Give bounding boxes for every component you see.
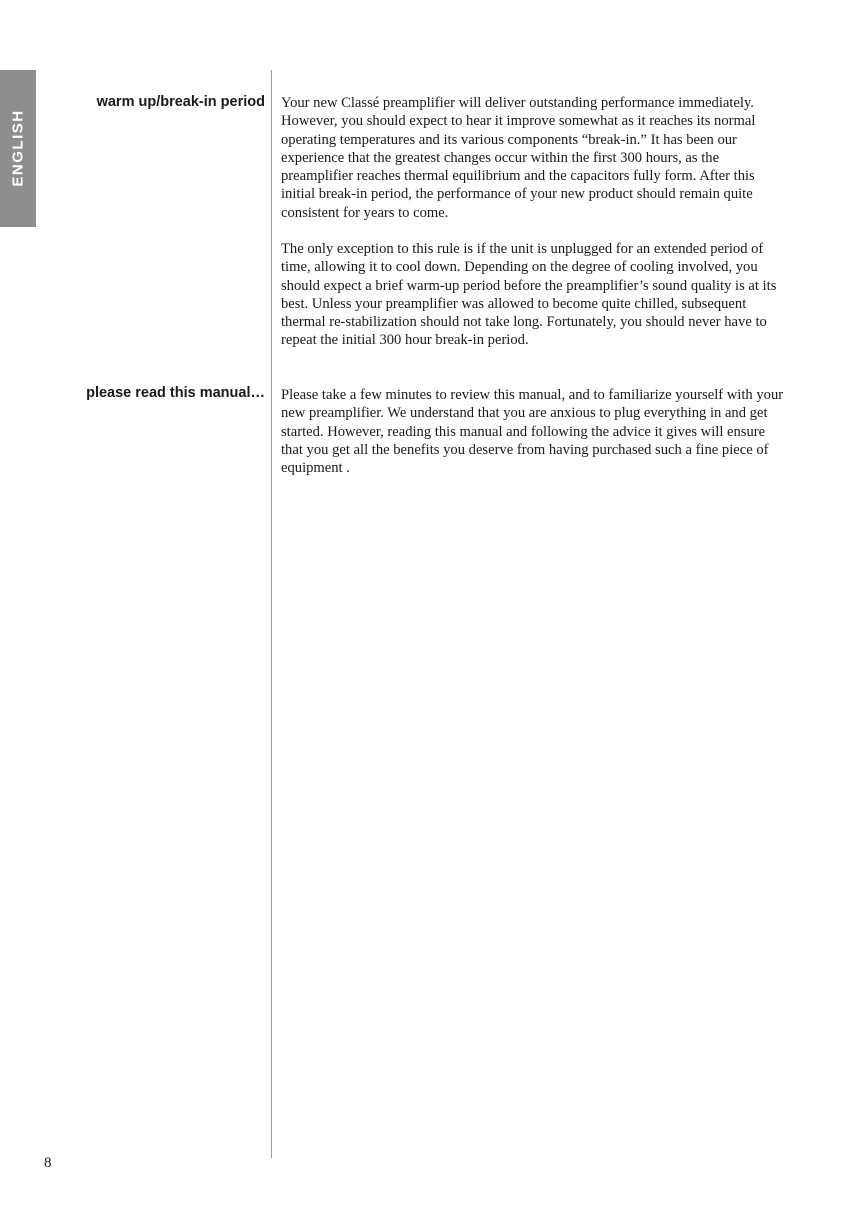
read-manual-paragraph: Please take a few minutes to review this manual, and to familiarize yourself with your new preamplifier. We understand that you are anxious to plug everything in and get started. However, reading this manual and following the advice it gives will ensure that you get all the benefits you deserve from having purchased such a fine piece of equipment . bbox=[281, 387, 784, 477]
section-heading-read-manual: please read this manual… bbox=[86, 385, 265, 401]
warm-up-paragraph-1: Your new Classé preamplifier will deliver outstanding performance immediately. However, you should expect to hear it improve somewhat as it reaches its normal operating temperatures and its various components “break-in.” It has been our experience that the greatest changes occur within the first 300 hours, as the preamplifier reaches thermal equilibrium and the capacitors fully form. After this initial break-in period, the performance of your new product should remain quite consistent for years to come. bbox=[281, 95, 756, 221]
language-tab-label: ENGLISH bbox=[9, 109, 27, 187]
page-number: 8 bbox=[44, 1155, 52, 1171]
section-heading-warm-up: warm up/break-in period bbox=[96, 94, 265, 110]
warm-up-paragraph-2: The only exception to this rule is if the unit is unplugged for an extended period of time, allowing it to cool down. Depending on the degree of cooling involved, you should expect a brief warm-up period before the preamplifier’s sound quality is at its best. Unless your preamplifier was allowed to become quite chilled, subsequent thermal re-stabilization should not take long. Fortunately, you should never have to repeat the initial 300 hour break-in period. bbox=[281, 241, 777, 349]
column-divider bbox=[271, 70, 272, 1158]
